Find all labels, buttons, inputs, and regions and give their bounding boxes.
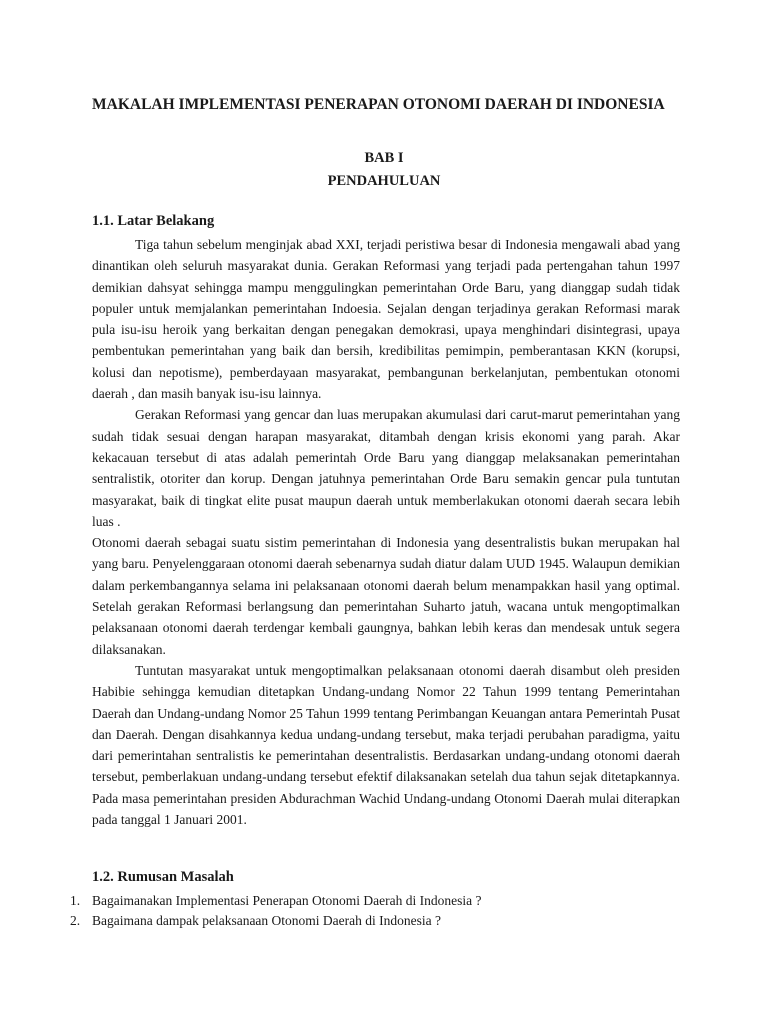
paragraph: Tiga tahun sebelum menginjak abad XXI, terjadi peristiwa besar di Indonesia mengawali abad yang dinantikan oleh seluruh masyarakat dunia. Gerakan Reformasi yang terjadi pada pertengahan tahun 1997 demikian dahsyat sehingga mampu menggulingkan pemerintahan Orde Baru, yang dianggap sudah tidak populer untuk memjalankan pemerintahan Indoesia. Sejalan dengan terjadinya gerakan Reformasi marak pula isu-isu heroik yang berkaitan dengan penegakan demokrasi, upaya menghindari disintegrasi, upaya pembentukan pemerintahan yang baik dan bersih, kredibilitas pemimpin, pemberantasan KKN (korupsi, kolusi dan nepotisme), pemberdayaan masyarakat, pembangunan berkelanjutan, pembentukan otonomi daerah , dan masih banyak isu-isu lainnya. [92,237,680,402]
section-heading-latar-belakang: 1.1. Latar Belakang [92,213,215,229]
list-item [70,891,690,911]
section-heading-rumusan-masalah: 1.2. Rumusan Masalah [92,869,234,885]
list-item [70,911,690,931]
list-item-number: 2. [70,913,81,928]
list-item-text: Bagaimanakan Implementasi Penerapan Otonomi Daerah di Indonesia ? [92,893,482,908]
list-item-text: Bagaimana dampak pelaksanaan Otonomi Daerah di Indonesia ? [92,913,441,928]
chapter-title: PENDAHULUAN [327,173,441,189]
problem-list [70,891,690,931]
paragraph: Otonomi daerah sebagai suatu sistim pemerintahan di Indonesia yang desentralistis bukan merupakan hal yang baru. Penyelenggaraan otonomi daerah sebenarnya sudah diatur dalam UUD 1945. Walaupun demikian dalam perkembangannya selama ini pelaksanaan otonomi daerah belum menampakkan hasil yang optimal. Setelah gerakan Reformasi berlangsung dan pemerintahan Suharto jatuh, wacana untuk mengoptimalkan pelaksanaan otonomi daerah terdengar kembali gaungnya, bahkan lebih keras dan mendesak untuk segera dilaksanakan. [92,535,680,657]
document-title: MAKALAH IMPLEMENTASI PENERAPAN OTONOMI DAERAH DI INDONESIA [92,96,665,113]
paragraph: Tuntutan masyarakat untuk mengoptimalkan pelaksanaan otonomi daerah disambut oleh presiden Habibie sehingga kemudian ditetapkan Undang-undang Nomor 22 Tahun 1999 tentang Pemerintahan Daerah dan Undang-undang Nomor 25 Tahun 1999 tentang Perimbangan Keuangan antara Pemerintah Pusat dan Daerah. Dengan disahkannya kedua undang-undang tersebut, maka terjadi perubahan paradigma, yaitu dari pemerintahan sentralistis ke pemerintahan desentralistis. Berdasarkan undang-undang otonomi daerah tersebut, pemberlakuan undang-undang tersebut efektif dilaksanakan setelah dua tahun sejak ditetapkannya. Pada masa pemerintahan presiden Abdurachman Wachid Undang-undang Otonomi Daerah mulai diterapkan pada tanggal 1 Januari 2001. [92,662,680,828]
list-item-number: 1. [70,893,81,908]
section-body-latar-belakang [92,234,680,830]
paragraph: Gerakan Reformasi yang gencar dan luas merupakan akumulasi dari carut-marut pemerintahan yang sudah tidak sesuai dengan harapan masyarakat, ditambah dengan krisis ekonomi yang parah. Akar kekacauan tersebut di atas adalah pemerintah Orde Baru yang dianggap melaksanakan pemerintahan sentralistik, otoriter dan korup. Dengan jatuhnya pemerintahan Orde Baru semakin gencar pula tuntutan masyarakat, baik di tingkat elite pusat maupun daerah untuk memberlakukan otonomi daerah secara lebih luas . [92,407,680,529]
chapter-number: BAB I [364,150,404,166]
